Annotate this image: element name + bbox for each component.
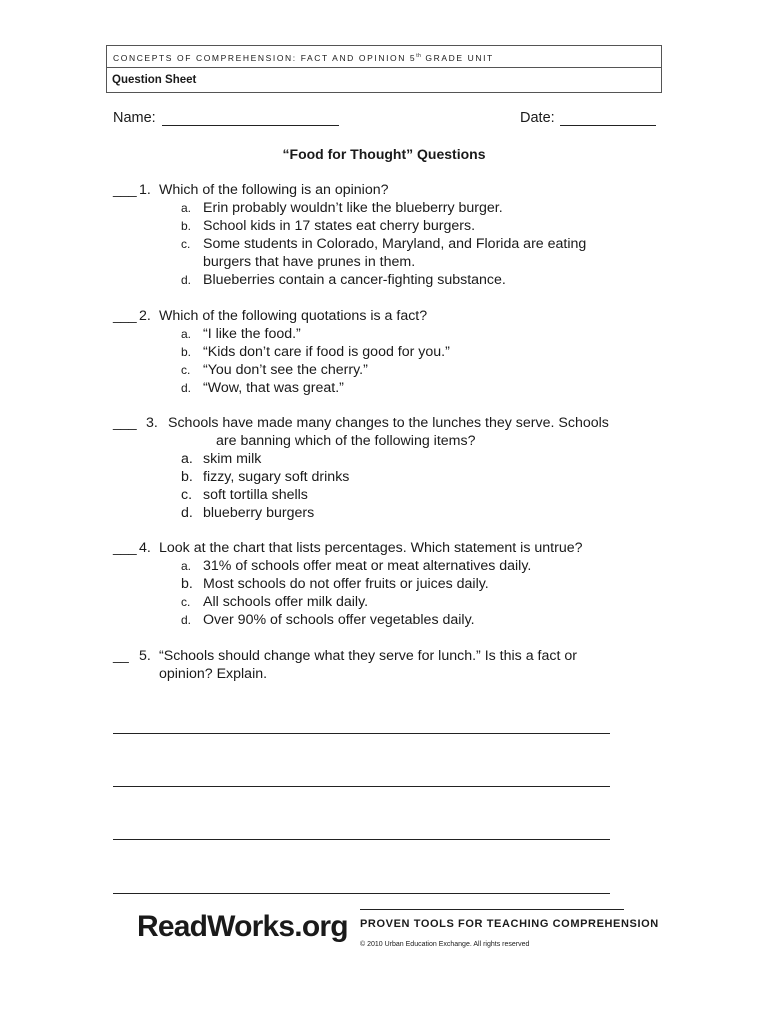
- question-text: Schools have made many changes to the lunches they serve. Schools: [168, 415, 609, 431]
- question-text-continued: opinion? Explain.: [159, 666, 268, 682]
- answer-blank[interactable]: ___: [113, 308, 137, 324]
- choice-letter: c.: [181, 363, 191, 377]
- choice-letter: d.: [181, 381, 192, 395]
- choice-text: “You don’t see the cherry.”: [203, 362, 368, 378]
- answer-blank[interactable]: __: [113, 648, 129, 664]
- choice-letter: d.: [181, 273, 192, 287]
- choice-text: Most schools do not offer fruits or juices daily.: [203, 576, 489, 592]
- choice-letter: c.: [181, 595, 191, 609]
- question-number: 2.: [139, 308, 151, 324]
- choice-letter: c.: [181, 487, 193, 503]
- choice-text: “Kids don’t care if food is good for you.”: [203, 344, 450, 360]
- choice-letter: a.: [181, 451, 193, 467]
- date-field[interactable]: [560, 125, 656, 126]
- sheet-label: Question Sheet: [112, 74, 197, 86]
- page-title: “Food for Thought” Questions: [282, 146, 486, 162]
- footer-tagline: PROVEN TOOLS FOR TEACHING COMPREHENSION: [360, 918, 659, 930]
- question-text-continued: are banning which of the following items?: [216, 433, 476, 449]
- answer-line[interactable]: [113, 893, 610, 894]
- choice-text: fizzy, sugary soft drinks: [203, 469, 350, 485]
- choice-text: blueberry burgers: [203, 505, 315, 521]
- choice-text: skim milk: [203, 451, 262, 467]
- choice-text: School kids in 17 states eat cherry burgers.: [203, 218, 476, 234]
- unit-title-row: [107, 46, 661, 68]
- choice-letter: b.: [181, 576, 193, 592]
- copyright-notice: © 2010 Urban Education Exchange. All rights reserved: [360, 941, 530, 948]
- choice-letter: b.: [181, 219, 192, 233]
- choice-letter: a.: [181, 559, 192, 573]
- choice-letter: a.: [181, 201, 192, 215]
- question-text: “Schools should change what they serve for lunch.” Is this a fact or: [159, 648, 577, 664]
- choice-text-continued: burgers that have prunes in them.: [203, 254, 416, 270]
- name-label: Name:: [113, 110, 156, 126]
- choice-text: All schools offer milk daily.: [203, 594, 369, 610]
- question-number: 4.: [139, 540, 151, 556]
- answer-line[interactable]: [113, 839, 610, 840]
- name-field[interactable]: [162, 125, 339, 126]
- unit-title: CONCEPTS OF COMPREHENSION: FACT AND OPINION 5: [113, 52, 417, 63]
- answer-line[interactable]: [113, 733, 610, 734]
- choice-text: “Wow, that was great.”: [203, 380, 344, 396]
- readworks-logo: ReadWorks.org: [137, 910, 348, 943]
- answer-line[interactable]: [113, 786, 610, 787]
- question-text: Which of the following quotations is a fact?: [159, 308, 428, 324]
- choice-letter: d.: [181, 505, 193, 521]
- choice-text: Some students in Colorado, Maryland, and Florida are eating: [203, 236, 587, 252]
- footer-divider: [360, 909, 624, 910]
- choice-letter: b.: [181, 469, 193, 485]
- unit-superscript: th: [416, 53, 422, 59]
- question-number: 1.: [139, 182, 151, 198]
- choice-letter: b.: [181, 345, 192, 359]
- choice-text: “I like the food.”: [203, 326, 301, 342]
- worksheet-header: [106, 45, 662, 93]
- choice-letter: c.: [181, 237, 191, 251]
- question-text: Which of the following is an opinion?: [159, 182, 389, 198]
- choice-letter: d.: [181, 613, 192, 627]
- question-number: 3.: [146, 415, 158, 431]
- date-label: Date:: [520, 110, 555, 126]
- unit-suffix: GRADE UNIT: [425, 52, 494, 63]
- choice-letter: a.: [181, 327, 192, 341]
- choice-text: soft tortilla shells: [203, 487, 308, 503]
- choice-text: Over 90% of schools offer vegetables daily.: [203, 612, 475, 628]
- question-text: Look at the chart that lists percentages. Which statement is untrue?: [159, 540, 583, 556]
- choice-text: Blueberries contain a cancer-fighting substance.: [203, 272, 506, 288]
- answer-blank[interactable]: ___: [113, 182, 137, 198]
- choice-text: Erin probably wouldn’t like the blueberry burger.: [203, 200, 503, 216]
- question-number: 5.: [139, 648, 151, 664]
- choice-text: 31% of schools offer meat or meat alternatives daily.: [203, 558, 532, 574]
- answer-blank[interactable]: ___: [113, 415, 137, 431]
- answer-blank[interactable]: ___: [113, 540, 137, 556]
